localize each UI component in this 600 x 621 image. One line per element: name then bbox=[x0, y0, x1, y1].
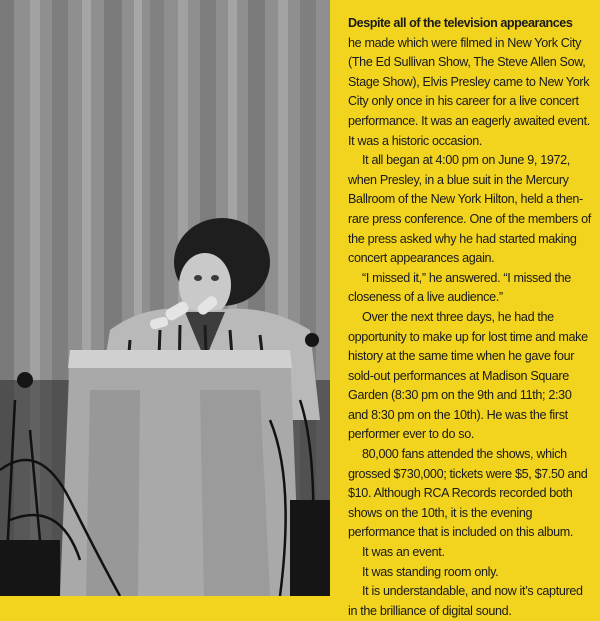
paragraph-3: “I missed it,” he answered. “I missed the closeness of a live audience.” bbox=[348, 270, 571, 305]
lead-sentence: Despite all of the television appearances bbox=[348, 16, 573, 30]
paragraph-4: Over the next three days, he had the opportunity to make up for lost time and make history at the same time when he gave four sold-out performances at Madison Square Garden (8:30 pm on the 9th and 11th; 2:30 and 8:30 pm on the 10th). He was the first performer ever to do so. bbox=[348, 309, 588, 442]
liner-notes-text bbox=[348, 14, 592, 621]
paragraph-5: 80,000 fans attended the shows, which grossed $730,000; tickets were $5, $7.50 and $10. Although RCA Records recorded both shows on the 10th, it is the evening performance that is included on this album. bbox=[348, 447, 588, 540]
paragraph-7: It was standing room only. bbox=[362, 564, 499, 579]
paragraph-1: he made which were filmed in New York City (The Ed Sullivan Show, The Steve Allen Sow, Stage Show), Elvis Presley came to New York City only once in his career for a live concert performance. It was an eagerly awaited event. It was a historic occasion. bbox=[348, 35, 590, 148]
paragraph-8: It is understandable, and now it’s captured in the brilliance of digital sound. bbox=[348, 584, 583, 618]
paragraph-6: It was an event. bbox=[362, 545, 445, 560]
paragraph-2: It all began at 4:00 pm on June 9, 1972, when Presley, in a blue suit in the Mercury Ballroom of the New York Hilton, held a then-rare press conference. One of the members of the press asked why he had started making concert appearances again. bbox=[348, 153, 591, 266]
